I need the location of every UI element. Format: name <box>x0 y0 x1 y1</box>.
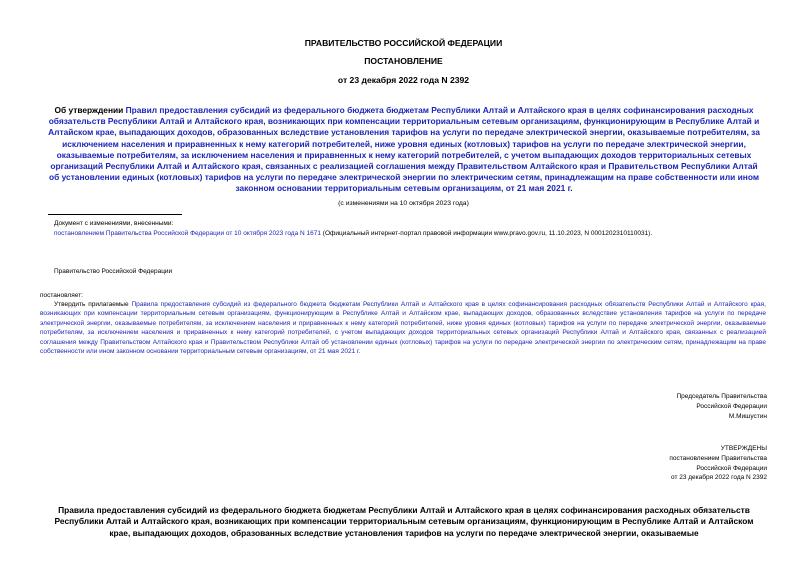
signature-country: Российской Федерации <box>696 402 767 410</box>
document-type: ПОСТАНОВЛЕНИЕ <box>364 56 443 66</box>
approved-date: от 23 декабря 2022 года N 2392 <box>670 474 767 482</box>
approved-block <box>669 444 767 483</box>
amendments-label: Документ с изменениями, внесенными: <box>54 220 174 227</box>
divider <box>48 214 182 215</box>
signature-name: М.Мишустин <box>728 412 767 420</box>
approve-rules-link[interactable]: Правила предоставления субсидий из федерального бюджета бюджетам Республики Алтай и Алтайского края в целях софинансирования расходных обязательств Республики Алтай и Алтайского края, возникающих при компенсации территориальным сетевым организациям, функционирующим в Республике Алтай и Алтайском крае, выпадающих доходов, образованных вследствие установления тарифов на услуги по передаче электрической энергии, оказываемые потребителям, за исключением населения и приравненных к нему категорий потребителей, ниже уровня единых (котловых) тарифов на услуги по передаче электрической энергии, оказываемые потребителям, за исключением населения и приравненных к нему категорий потребителей, с учетом выпадающих доходов территориальных сетевых организаций Республики Алтай и Алтайского края, связанных с реализацией соглашения между Правительством Алтайского края и Правительством Республики Алтай об установлении единых (котловых) тарифов на услуги по передаче электрической энергии по электрическим сетям, принадлежащим на праве собственности или ином законном основании территориальным сетевым организациям, от 21 мая 2021 г. <box>40 301 766 356</box>
subject-prefix: Об утверждении <box>54 105 126 115</box>
document-subject <box>48 105 760 195</box>
rules-title: Правила предоставления субсидий из федерального бюджета бюджетам Республики Алтай и Алтайского края в целях софинансирования расходных обязательств Республики Алтай и Алтайского края, возникающих при компенсации территориальным сетевым организациям, функционирующим в Республике Алтай и Алтайском крае, выпадающих доходов, образованных вследствие установления тарифов на услуги по передаче электрической энергии, оказываемые <box>54 505 754 538</box>
decides-word: постановляет: <box>40 292 83 299</box>
government-title: ПРАВИТЕЛЬСТВО РОССИЙСКОЙ ФЕДЕРАЦИИ <box>304 38 503 48</box>
signature-position: Председатель Правительства <box>676 393 767 400</box>
approve-paragraph <box>40 300 766 356</box>
amendments-line <box>54 229 652 238</box>
changes-note: (с изменениями на 10 октября 2023 года) <box>338 200 469 207</box>
amendment-source: (Официальный интернет-портал правовой информации www.pravo.gov.ru, 11.10.2023, N 0001202310110031). <box>320 230 653 237</box>
signature-block <box>676 392 767 421</box>
approve-prefix: Утвердить прилагаемые <box>54 301 132 308</box>
approved-heading: УТВЕРЖДЕНЫ <box>720 445 767 452</box>
approved-by: постановлением Правительства <box>669 454 767 462</box>
amendment-resolution-link[interactable]: постановлением Правительства Российской Федерации от 10 октября 2023 года N 1671 <box>54 230 321 237</box>
approved-country: Российской Федерации <box>696 464 767 472</box>
document-date-number: от 23 декабря 2022 года N 2392 <box>337 75 470 85</box>
issuer: Правительство Российской Федерации <box>54 268 173 275</box>
subject-rules-link[interactable]: Правил предоставления субсидий из федерального бюджета бюджетам Республики Алтай и Алтайского края в целях софинансирования расходных обязательств Республики Алтай и Алтайского края, возникающих при компенсации территориальным сетевым организациям, функционирующим в Республике Алтай и Алтайском крае, выпадающих доходов, образованных вследствие установления тарифов на услуги по передаче электрической энергии, оказываемые потребителям, за исключением населения и приравненных к нему категорий потребителей, ниже уровня единых (котловых) тарифов на услуги по передаче электрической энергии, оказываемые потребителям, за исключением населения и приравненных к нему категорий потребителей, с учетом выпадающих доходов территориальных сетевых организаций Республики Алтай и Алтайского края, связанных с реализацией соглашения между Правительством Алтайского края и Правительством Республики Алтай об установлении единых (котловых) тарифов на услуги по передаче электрической энергии по электрическим сетям, принадлежащим на праве собственности или ином законном основании территориальным сетевым организациям, от 21 мая 2021 г. <box>48 105 760 194</box>
